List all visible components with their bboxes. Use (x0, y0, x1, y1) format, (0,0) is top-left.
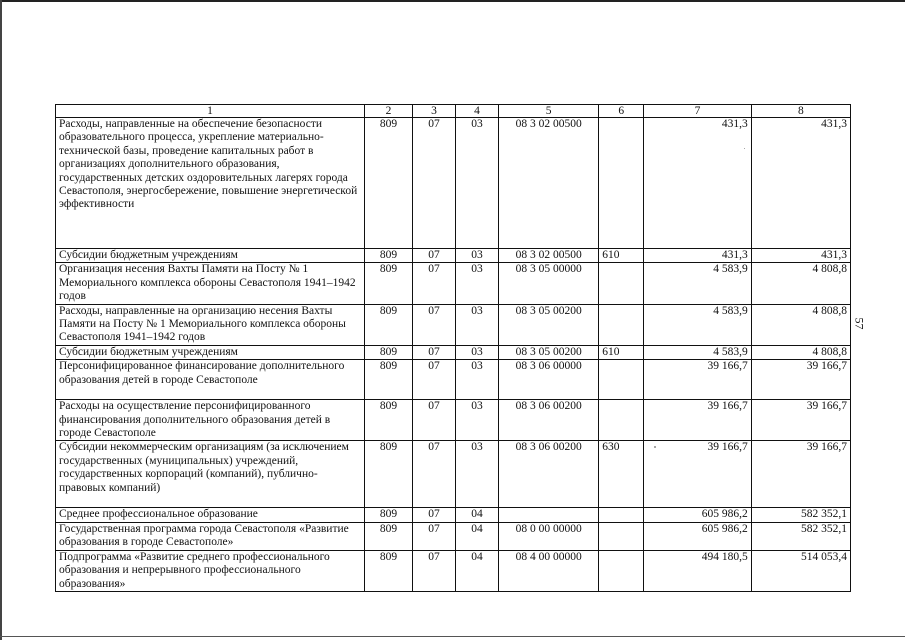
cell-subsection: 03 (456, 249, 499, 263)
header-cell-3: 3 (413, 105, 456, 118)
cell-subsection: 03 (456, 360, 499, 400)
cell-amount-year2: 39 166,7 (751, 441, 850, 508)
cell-section: 07 (413, 249, 456, 263)
scan-border-left (0, 0, 2, 640)
cell-section: 07 (413, 360, 456, 400)
cell-target-article: 08 3 06 00000 (499, 360, 599, 400)
cell-subsection: 03 (456, 400, 499, 441)
cell-amount-year1: 39 166,7 (644, 400, 751, 441)
cell-expense-type (599, 522, 644, 550)
header-cell-2: 2 (364, 105, 412, 118)
table-row (56, 550, 851, 591)
cell-target-article: 08 3 06 00200 (499, 441, 599, 508)
table-row (56, 508, 851, 522)
cell-expense-type (599, 304, 644, 345)
header-cell-4: 4 (456, 105, 499, 118)
header-cell-5: 5 (499, 105, 599, 118)
cell-admin-code: 809 (364, 360, 412, 400)
table-row (56, 345, 851, 359)
cell-target-article: 08 3 02 00500 (499, 118, 599, 249)
cell-target-article: 08 3 05 00200 (499, 304, 599, 345)
cell-subsection: 03 (456, 441, 499, 508)
header-cell-6: 6 (599, 105, 644, 118)
table-row (56, 118, 851, 249)
cell-amount-year2: 4 808,8 (751, 304, 850, 345)
cell-section: 07 (413, 550, 456, 591)
cell-amount-year2: 431,3 (751, 249, 850, 263)
cell-name: Расходы, направленные на организацию несения Вахты Памяти на Посту № 1 Мемориального комплекса обороны Севастополя 1941–1942 годов (56, 304, 365, 345)
cell-expense-type (599, 360, 644, 400)
table-row (56, 249, 851, 263)
cell-subsection: 03 (456, 118, 499, 249)
cell-admin-code: 809 (364, 441, 412, 508)
cell-name: Расходы, направленные на обеспечение безопасности образовательного процесса, укрепление материально-технической базы, проведение капитальных работ в организациях дополнительного образования, государственных детских оздоровительных лагерях города Севастополя, энергосбережение, повышение энергетической эффективности (56, 118, 365, 249)
cell-amount-year2: 582 352,1 (751, 522, 850, 550)
cell-amount-year1: 431,3 (644, 118, 751, 249)
cell-admin-code: 809 (364, 522, 412, 550)
cell-name: Субсидии бюджетным учреждениям (56, 345, 365, 359)
table-row (56, 522, 851, 550)
cell-amount-year1: 4 583,9 (644, 304, 751, 345)
table-row (56, 400, 851, 441)
cell-section: 07 (413, 304, 456, 345)
cell-expense-type (599, 400, 644, 441)
cell-amount-year2: 4 808,8 (751, 345, 850, 359)
cell-amount-year2: 39 166,7 (751, 360, 850, 400)
cell-name: Подпрограмма «Развитие среднего профессионального образования и непрерывного профессионального образования» (56, 550, 365, 591)
cell-name: Организация несения Вахты Памяти на Посту № 1 Мемориального комплекса обороны Севастополя 1941–1942 годов (56, 263, 365, 304)
cell-name: Расходы на осуществление персонифицированного финансирования дополнительного образования детей в городе Севастополе (56, 400, 365, 441)
cell-admin-code: 809 (364, 550, 412, 591)
cell-expense-type (599, 263, 644, 304)
cell-amount-year2: 582 352,1 (751, 508, 850, 522)
table-body (56, 105, 851, 592)
cell-admin-code: 809 (364, 263, 412, 304)
cell-amount-year1: 431,3 (644, 249, 751, 263)
cell-name: Государственная программа города Севастополя «Развитие образования в городе Севастополе» (56, 522, 365, 550)
cell-admin-code: 809 (364, 508, 412, 522)
cell-subsection: 04 (456, 522, 499, 550)
cell-subsection: 03 (456, 345, 499, 359)
cell-name: Среднее профессиональное образование (56, 508, 365, 522)
cell-section: 07 (413, 522, 456, 550)
cell-section: 07 (413, 441, 456, 508)
cell-amount-year1: 4 583,9 (644, 345, 751, 359)
cell-target-article (499, 508, 599, 522)
table-row (56, 360, 851, 400)
cell-name: Субсидии бюджетным учреждениям (56, 249, 365, 263)
cell-target-article: 08 3 06 00200 (499, 400, 599, 441)
scan-border-top (0, 0, 905, 2)
cell-amount-year2: 4 808,8 (751, 263, 850, 304)
table-row (56, 263, 851, 304)
cell-target-article: 08 4 00 00000 (499, 550, 599, 591)
cell-expense-type: 610 (599, 249, 644, 263)
cell-admin-code: 809 (364, 304, 412, 345)
table-header-row (56, 105, 851, 118)
cell-amount-year1: 4 583,9 (644, 263, 751, 304)
scan-border-bottom (0, 636, 905, 637)
cell-amount-year1: 39 166,7 (644, 441, 751, 508)
cell-section: 07 (413, 508, 456, 522)
cell-admin-code: 809 (364, 249, 412, 263)
cell-section: 07 (413, 263, 456, 304)
cell-subsection: 04 (456, 508, 499, 522)
table-row (56, 441, 851, 508)
cell-section: 07 (413, 400, 456, 441)
table-row (56, 304, 851, 345)
cell-subsection: 03 (456, 263, 499, 304)
cell-section: 07 (413, 345, 456, 359)
cell-amount-year1: 605 986,2 (644, 508, 751, 522)
cell-expense-type: 610 (599, 345, 644, 359)
cell-expense-type (599, 550, 644, 591)
header-cell-7: 7 (644, 105, 751, 118)
cell-amount-year2: 514 053,4 (751, 550, 850, 591)
header-cell-8: 8 (751, 105, 850, 118)
cell-admin-code: 809 (364, 345, 412, 359)
cell-admin-code: 809 (364, 118, 412, 249)
cell-name: Субсидии некоммерческим организациям (за исключением государственных (муниципальных) учреждений, государственных корпораций (компаний), публично-правовых компаний) (56, 441, 365, 508)
cell-expense-type (599, 508, 644, 522)
cell-target-article: 08 3 02 00500 (499, 249, 599, 263)
cell-expense-type (599, 118, 644, 249)
cell-section: 07 (413, 118, 456, 249)
cell-admin-code: 809 (364, 400, 412, 441)
cell-subsection: 03 (456, 304, 499, 345)
budget-table (55, 104, 851, 592)
cell-amount-year2: 431,3 (751, 118, 850, 249)
cell-amount-year1: 39 166,7 (644, 360, 751, 400)
cell-amount-year1: 605 986,2 (644, 522, 751, 550)
page-number: 57 (852, 317, 867, 330)
cell-target-article: 08 3 05 00000 (499, 263, 599, 304)
header-cell-1: 1 (56, 105, 365, 118)
cell-target-article: 08 0 00 00000 (499, 522, 599, 550)
cell-target-article: 08 3 05 00200 (499, 345, 599, 359)
cell-subsection: 04 (456, 550, 499, 591)
cell-expense-type: 630 (599, 441, 644, 508)
cell-amount-year1: 494 180,5 (644, 550, 751, 591)
cell-amount-year2: 39 166,7 (751, 400, 850, 441)
cell-name: Персонифицированное финансирование дополнительного образования детей в городе Севастополе (56, 360, 365, 400)
